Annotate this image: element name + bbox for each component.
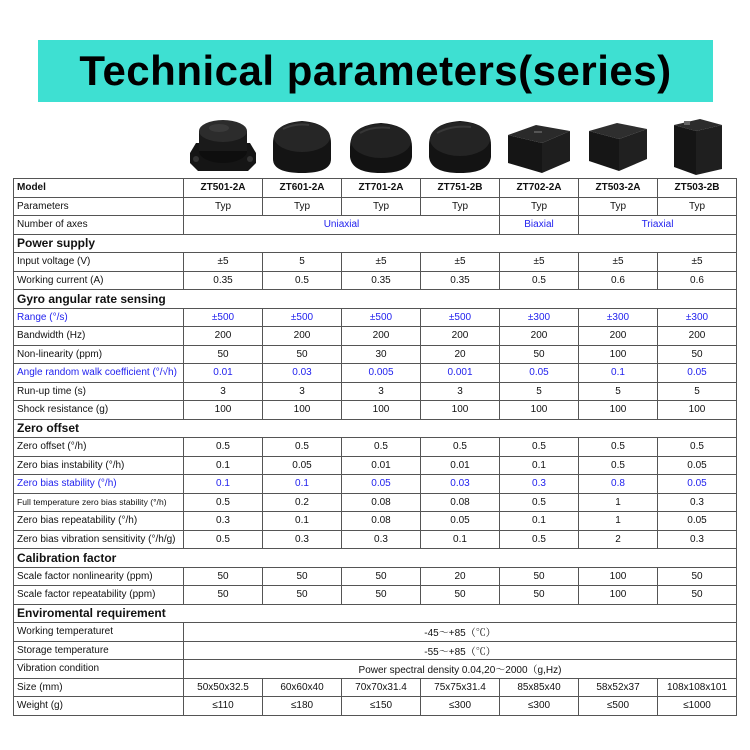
value-cell: 50: [658, 586, 737, 605]
row-label: Full temperature zero bias stability (°/h): [14, 493, 184, 512]
table-row: [14, 678, 737, 697]
table-row: [14, 530, 737, 549]
product-images: [183, 112, 736, 178]
section-title: Enviromental requirement: [14, 604, 737, 623]
value-cell: 50: [500, 567, 579, 586]
section-environment: [14, 604, 737, 623]
typ-cell: Typ: [342, 197, 421, 216]
column-header: ZT501-2A: [184, 179, 263, 198]
row-value: -55～+85（℃）: [184, 641, 737, 660]
column-header: ZT702-2A: [500, 179, 579, 198]
value-cell: ±5: [500, 253, 579, 272]
value-cell: 50: [184, 567, 263, 586]
row-value: Power spectral density 0.04,20～2000（g,Hz): [184, 660, 737, 679]
row-label: Zero bias stability (°/h): [14, 475, 184, 494]
value-cell: ≤110: [184, 697, 263, 716]
value-cell: 0.1: [263, 475, 342, 494]
axes-biaxial: Biaxial: [500, 216, 579, 235]
table-row: [14, 456, 737, 475]
value-cell: 0.35: [342, 271, 421, 290]
value-cell: 50: [658, 567, 737, 586]
value-cell: 5: [579, 382, 658, 401]
value-cell: 0.01: [184, 364, 263, 383]
value-cell: 1: [579, 512, 658, 531]
value-cell: 0.5: [421, 438, 500, 457]
value-cell: 0.5: [579, 456, 658, 475]
product-image-zt503b: [657, 112, 736, 178]
value-cell: 0.35: [421, 271, 500, 290]
value-cell: 0.05: [658, 364, 737, 383]
value-cell: 100: [500, 401, 579, 420]
axes-label: Number of axes: [14, 216, 184, 235]
typ-cell: Typ: [263, 197, 342, 216]
value-cell: 0.03: [263, 364, 342, 383]
column-header: ZT701-2A: [342, 179, 421, 198]
spec-table: [13, 178, 737, 716]
value-cell: 0.05: [658, 475, 737, 494]
value-cell: 100: [421, 401, 500, 420]
value-cell: 0.3: [500, 475, 579, 494]
value-cell: 0.1: [421, 530, 500, 549]
value-cell: 0.5: [500, 438, 579, 457]
value-cell: 0.5: [263, 438, 342, 457]
value-cell: 100: [263, 401, 342, 420]
section-title: Zero offset: [14, 419, 737, 438]
row-label: Zero offset (°/h): [14, 438, 184, 457]
value-cell: 100: [579, 345, 658, 364]
value-cell: 0.5: [184, 438, 263, 457]
value-cell: 30: [342, 345, 421, 364]
table-row: [14, 382, 737, 401]
table-row: [14, 327, 737, 346]
value-cell: ±500: [263, 308, 342, 327]
table-row: [14, 493, 737, 512]
round-sensor-icon: [344, 113, 418, 177]
value-cell: ±5: [184, 253, 263, 272]
value-cell: 50: [342, 586, 421, 605]
table-row: [14, 401, 737, 420]
value-cell: 0.6: [658, 271, 737, 290]
typ-cell: Typ: [579, 197, 658, 216]
value-cell: 0.5: [184, 530, 263, 549]
value-cell: ≤300: [421, 697, 500, 716]
value-cell: 100: [342, 401, 421, 420]
value-cell: 50x50x32.5: [184, 678, 263, 697]
model-label: Model: [14, 179, 184, 198]
value-cell: 50: [500, 586, 579, 605]
value-cell: 0.3: [658, 530, 737, 549]
value-cell: 0.08: [421, 493, 500, 512]
value-cell: 200: [263, 327, 342, 346]
axes-uniaxial: Uniaxial: [184, 216, 500, 235]
table-row: [14, 475, 737, 494]
row-label: Zero bias vibration sensitivity (°/h/g): [14, 530, 184, 549]
cube-sensor-icon: [502, 113, 576, 177]
value-cell: 0.05: [421, 512, 500, 531]
section-gyro: [14, 290, 737, 309]
value-cell: 0.1: [500, 512, 579, 531]
product-image-zt701: [341, 112, 420, 178]
value-cell: 200: [342, 327, 421, 346]
value-cell: 0.5: [342, 438, 421, 457]
value-cell: ±500: [184, 308, 263, 327]
section-title: Gyro angular rate sensing: [14, 290, 737, 309]
value-cell: 60x60x40: [263, 678, 342, 697]
section-calibration: [14, 549, 737, 568]
value-cell: 3: [263, 382, 342, 401]
value-cell: ≤500: [579, 697, 658, 716]
value-cell: ±500: [421, 308, 500, 327]
value-cell: 0.5: [263, 271, 342, 290]
value-cell: 0.03: [421, 475, 500, 494]
value-cell: 20: [421, 345, 500, 364]
value-cell: 108x108x101: [658, 678, 737, 697]
value-cell: 50: [184, 345, 263, 364]
title-banner: [38, 40, 713, 102]
value-cell: 100: [579, 567, 658, 586]
value-cell: ±5: [421, 253, 500, 272]
value-cell: 75x75x31.4: [421, 678, 500, 697]
value-cell: 0.3: [263, 530, 342, 549]
table-row: [14, 253, 737, 272]
value-cell: 85x85x40: [500, 678, 579, 697]
value-cell: 100: [579, 401, 658, 420]
value-cell: 0.05: [500, 364, 579, 383]
table-row: [14, 345, 737, 364]
table-row: [14, 271, 737, 290]
value-cell: 0.1: [500, 456, 579, 475]
product-image-zt501: [183, 112, 262, 178]
table-row-model: [14, 179, 737, 198]
row-label: Non-linearity (ppm): [14, 345, 184, 364]
value-cell: 0.08: [342, 493, 421, 512]
table-row: [14, 308, 737, 327]
table-row-axes: [14, 216, 737, 235]
value-cell: 50: [263, 567, 342, 586]
table-row: [14, 512, 737, 531]
value-cell: ±5: [658, 253, 737, 272]
value-cell: 0.05: [263, 456, 342, 475]
value-cell: 50: [658, 345, 737, 364]
value-cell: 0.5: [579, 438, 658, 457]
value-cell: 3: [342, 382, 421, 401]
value-cell: 0.01: [342, 456, 421, 475]
value-cell: ±300: [579, 308, 658, 327]
value-cell: ±300: [500, 308, 579, 327]
column-header: ZT503-2B: [658, 179, 737, 198]
value-cell: 0.5: [500, 493, 579, 512]
section-title: Power supply: [14, 234, 737, 253]
value-cell: ±500: [342, 308, 421, 327]
value-cell: 3: [184, 382, 263, 401]
product-image-zt601: [262, 112, 341, 178]
table-row-working-temp: [14, 623, 737, 642]
row-value: -45～+85（℃）: [184, 623, 737, 642]
value-cell: 0.001: [421, 364, 500, 383]
value-cell: 200: [421, 327, 500, 346]
typ-cell: Typ: [184, 197, 263, 216]
value-cell: 0.1: [184, 475, 263, 494]
row-label: Shock resistance (g): [14, 401, 184, 420]
value-cell: 50: [421, 586, 500, 605]
table-row-vibration: [14, 660, 737, 679]
round-sensor-icon: [265, 113, 339, 177]
row-label: Working temperaturet: [14, 623, 184, 642]
value-cell: ±300: [658, 308, 737, 327]
round-sensor-icon: [423, 113, 497, 177]
value-cell: 5: [263, 253, 342, 272]
column-header: ZT503-2A: [579, 179, 658, 198]
cube-sensor-icon: [581, 113, 655, 177]
page-title: Technical parameters(series): [79, 47, 672, 94]
value-cell: 5: [658, 382, 737, 401]
row-label: Range (°/s): [14, 308, 184, 327]
row-label: Run-up time (s): [14, 382, 184, 401]
table-row-storage-temp: [14, 641, 737, 660]
row-label: Angle random walk coefficient (°/√h): [14, 364, 184, 383]
table-row: [14, 364, 737, 383]
section-title: Calibration factor: [14, 549, 737, 568]
value-cell: 200: [500, 327, 579, 346]
value-cell: 1: [579, 493, 658, 512]
value-cell: 100: [579, 586, 658, 605]
value-cell: 58x52x37: [579, 678, 658, 697]
row-label: Vibration condition: [14, 660, 184, 679]
value-cell: 0.5: [184, 493, 263, 512]
value-cell: 2: [579, 530, 658, 549]
value-cell: ≤1000: [658, 697, 737, 716]
value-cell: 0.1: [579, 364, 658, 383]
value-cell: 100: [184, 401, 263, 420]
value-cell: 0.5: [658, 438, 737, 457]
value-cell: 50: [500, 345, 579, 364]
table-row: [14, 567, 737, 586]
value-cell: 0.8: [579, 475, 658, 494]
value-cell: 0.005: [342, 364, 421, 383]
value-cell: 50: [263, 586, 342, 605]
value-cell: 20: [421, 567, 500, 586]
value-cell: 200: [579, 327, 658, 346]
value-cell: 0.6: [579, 271, 658, 290]
round-flanged-sensor-icon: [186, 113, 260, 177]
typ-cell: Typ: [658, 197, 737, 216]
value-cell: 0.3: [184, 512, 263, 531]
product-image-zt751: [420, 112, 499, 178]
value-cell: 200: [184, 327, 263, 346]
table-row-parameters: [14, 197, 737, 216]
section-power: [14, 234, 737, 253]
product-image-zt503a: [578, 112, 657, 178]
value-cell: 3: [421, 382, 500, 401]
value-cell: 0.1: [263, 512, 342, 531]
value-cell: ±5: [579, 253, 658, 272]
row-label: Working current (A): [14, 271, 184, 290]
row-label: Input voltage (V): [14, 253, 184, 272]
value-cell: 0.01: [421, 456, 500, 475]
column-header: ZT601-2A: [263, 179, 342, 198]
value-cell: ≤150: [342, 697, 421, 716]
table-row: [14, 697, 737, 716]
value-cell: ≤180: [263, 697, 342, 716]
tall-cube-sensor-icon: [660, 113, 734, 177]
value-cell: 0.1: [184, 456, 263, 475]
row-label: Scale factor repeatability (ppm): [14, 586, 184, 605]
value-cell: 0.5: [500, 271, 579, 290]
typ-cell: Typ: [421, 197, 500, 216]
section-zero-offset: [14, 419, 737, 438]
table-row: [14, 586, 737, 605]
row-label: Zero bias instability (°/h): [14, 456, 184, 475]
value-cell: 0.05: [658, 512, 737, 531]
value-cell: 0.08: [342, 512, 421, 531]
value-cell: 0.35: [184, 271, 263, 290]
row-label: Storage temperature: [14, 641, 184, 660]
column-header: ZT751-2B: [421, 179, 500, 198]
value-cell: 0.05: [658, 456, 737, 475]
value-cell: 50: [184, 586, 263, 605]
value-cell: 5: [500, 382, 579, 401]
row-label: Bandwidth (Hz): [14, 327, 184, 346]
row-label: Scale factor nonlinearity (ppm): [14, 567, 184, 586]
value-cell: 0.3: [342, 530, 421, 549]
value-cell: ≤300: [500, 697, 579, 716]
value-cell: 200: [658, 327, 737, 346]
value-cell: 100: [658, 401, 737, 420]
value-cell: 70x70x31.4: [342, 678, 421, 697]
typ-cell: Typ: [500, 197, 579, 216]
value-cell: 0.2: [263, 493, 342, 512]
row-label: Weight (g): [14, 697, 184, 716]
parameters-label: Parameters: [14, 197, 184, 216]
value-cell: 0.05: [342, 475, 421, 494]
table-row: [14, 438, 737, 457]
axes-triaxial: Triaxial: [579, 216, 737, 235]
row-label: Size (mm): [14, 678, 184, 697]
value-cell: 50: [263, 345, 342, 364]
product-image-zt702: [499, 112, 578, 178]
value-cell: 50: [342, 567, 421, 586]
value-cell: 0.3: [658, 493, 737, 512]
value-cell: 0.5: [500, 530, 579, 549]
value-cell: ±5: [342, 253, 421, 272]
row-label: Zero bias repeatability (°/h): [14, 512, 184, 531]
